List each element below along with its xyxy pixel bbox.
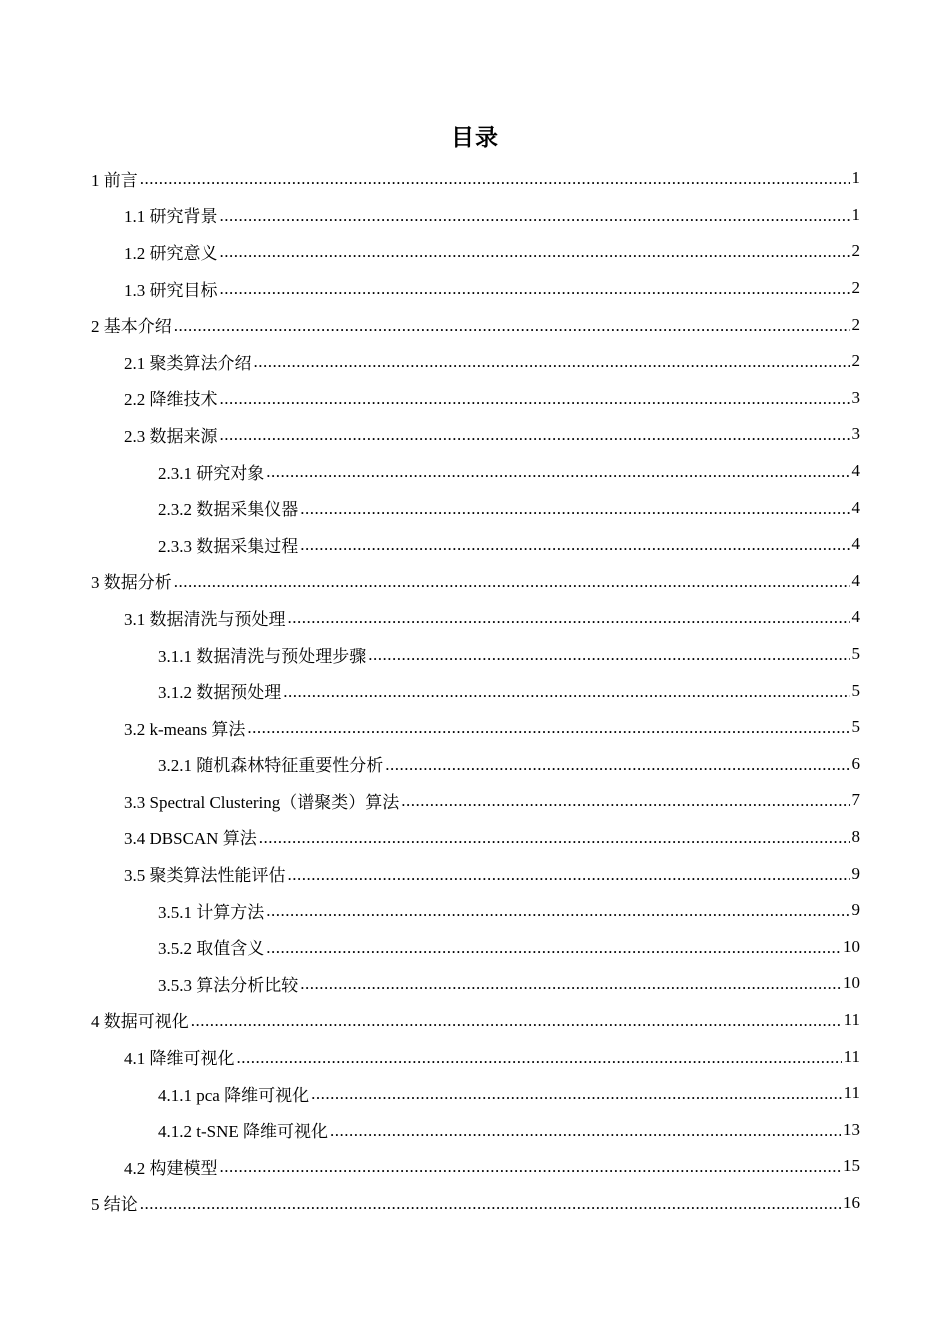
toc-entry-page-number: 9 bbox=[851, 900, 860, 920]
toc-dot-leader bbox=[220, 242, 850, 262]
toc-entry-page-number: 10 bbox=[843, 936, 860, 956]
toc-dot-leader bbox=[220, 279, 850, 299]
toc-entry[interactable] bbox=[91, 1185, 860, 1222]
toc-entry[interactable] bbox=[91, 306, 860, 343]
toc-entry-page-number: 2 bbox=[851, 241, 860, 261]
toc-entry-label: 3.3 Spectral Clustering（谱聚类）算法 bbox=[124, 792, 400, 812]
toc-entry-label: 4.1.1 pca 降维可视化 bbox=[158, 1085, 310, 1105]
toc-entry[interactable] bbox=[91, 599, 860, 636]
toc-dot-leader bbox=[140, 169, 850, 189]
toc-entry-page-number: 11 bbox=[843, 1046, 860, 1066]
toc-dot-leader bbox=[191, 1011, 842, 1031]
toc-dot-leader bbox=[401, 791, 849, 811]
toc-entry-label: 4.1.2 t-SNE 降维可视化 bbox=[158, 1122, 328, 1142]
toc-dot-leader bbox=[174, 316, 850, 336]
toc-entry-page-number: 11 bbox=[843, 1009, 860, 1029]
toc-dot-leader bbox=[140, 1194, 841, 1214]
toc-entry-page-number: 16 bbox=[843, 1192, 860, 1212]
toc-entry-label: 3.5 聚类算法性能评估 bbox=[124, 866, 286, 886]
toc-dot-leader bbox=[368, 645, 849, 665]
toc-dot-leader bbox=[220, 389, 850, 409]
toc-entry[interactable] bbox=[91, 1111, 860, 1148]
toc-entry[interactable] bbox=[91, 416, 860, 453]
toc-entry-page-number: 1 bbox=[851, 168, 860, 188]
toc-entry-label: 3 数据分析 bbox=[91, 573, 172, 593]
toc-entry[interactable] bbox=[91, 563, 860, 600]
toc-entry-label: 3.1 数据清洗与预处理 bbox=[124, 609, 286, 629]
toc-entry-label: 2.3.3 数据采集过程 bbox=[158, 536, 299, 556]
toc-entry[interactable] bbox=[91, 636, 860, 673]
toc-entry[interactable] bbox=[91, 1075, 860, 1112]
toc-entry-page-number: 11 bbox=[843, 1083, 860, 1103]
toc-entry[interactable] bbox=[91, 782, 860, 819]
toc-entry-page-number: 4 bbox=[851, 497, 860, 517]
toc-dot-leader bbox=[220, 206, 850, 226]
toc-entry-label: 3.5.1 计算方法 bbox=[158, 902, 265, 922]
toc-entry-label: 4 数据可视化 bbox=[91, 1012, 189, 1032]
toc-entry-label: 3.5.3 算法分析比较 bbox=[158, 975, 299, 995]
toc-entry[interactable] bbox=[91, 709, 860, 746]
toc-entry-label: 1.2 研究意义 bbox=[124, 243, 218, 263]
toc-dot-leader bbox=[220, 1157, 842, 1177]
toc-entry-page-number: 10 bbox=[843, 973, 860, 993]
toc-entry-label: 1.1 研究背景 bbox=[124, 207, 218, 227]
toc-entry-page-number: 2 bbox=[851, 351, 860, 371]
toc-entry[interactable] bbox=[91, 197, 860, 234]
toc-dot-leader bbox=[247, 718, 849, 738]
toc-entry-label: 3.5.2 取值含义 bbox=[158, 939, 265, 959]
toc-entry-label: 4.1 降维可视化 bbox=[124, 1049, 235, 1069]
toc-dot-leader bbox=[259, 828, 850, 848]
toc-entry[interactable] bbox=[91, 453, 860, 490]
toc-entry-page-number: 4 bbox=[851, 607, 860, 627]
toc-entry[interactable] bbox=[91, 343, 860, 380]
toc-entry[interactable] bbox=[91, 746, 860, 783]
toc-entry-page-number: 3 bbox=[851, 424, 860, 444]
toc-entry-page-number: 4 bbox=[851, 570, 860, 590]
toc-entry-page-number: 13 bbox=[843, 1119, 860, 1139]
toc-entry[interactable] bbox=[91, 160, 860, 197]
toc-dot-leader bbox=[300, 535, 849, 555]
toc-entry-label: 2.3 数据来源 bbox=[124, 426, 218, 446]
toc-entry-page-number: 1 bbox=[851, 204, 860, 224]
toc-entry-page-number: 4 bbox=[851, 534, 860, 554]
toc-entry-label: 4.2 构建模型 bbox=[124, 1158, 218, 1178]
toc-dot-leader bbox=[300, 499, 849, 519]
toc-entry-label: 5 结论 bbox=[91, 1195, 138, 1215]
toc-entry[interactable] bbox=[91, 1148, 860, 1185]
toc-entry[interactable] bbox=[91, 489, 860, 526]
toc-entry[interactable] bbox=[91, 928, 860, 965]
toc-dot-leader bbox=[266, 462, 849, 482]
toc-entry-label: 3.2.1 随机森林特征重要性分析 bbox=[158, 756, 384, 776]
toc-dot-leader bbox=[254, 352, 850, 372]
toc-entry[interactable] bbox=[91, 233, 860, 270]
toc-entry-label: 3.2 k-means 算法 bbox=[124, 719, 246, 739]
toc-entry[interactable] bbox=[91, 270, 860, 307]
toc-dot-leader bbox=[288, 608, 850, 628]
toc-entry[interactable] bbox=[91, 526, 860, 563]
toc-entry[interactable] bbox=[91, 380, 860, 417]
toc-entry-page-number: 6 bbox=[851, 753, 860, 773]
toc-entry-page-number: 8 bbox=[851, 826, 860, 846]
toc-entry-page-number: 5 bbox=[851, 717, 860, 737]
toc-entry-label: 1.3 研究目标 bbox=[124, 280, 218, 300]
toc-entry-label: 2.3.2 数据采集仪器 bbox=[158, 500, 299, 520]
toc-entry-page-number: 2 bbox=[851, 278, 860, 298]
toc-dot-leader bbox=[174, 572, 850, 592]
toc-dot-leader bbox=[330, 1121, 841, 1141]
toc-title: 目录 bbox=[451, 125, 499, 151]
toc-entry[interactable] bbox=[91, 855, 860, 892]
toc-dot-leader bbox=[283, 682, 849, 702]
toc-entry-page-number: 5 bbox=[851, 680, 860, 700]
toc-entry-page-number: 3 bbox=[851, 387, 860, 407]
toc-entry-page-number: 4 bbox=[851, 461, 860, 481]
toc-entry-page-number: 7 bbox=[851, 790, 860, 810]
toc-entry[interactable] bbox=[91, 672, 860, 709]
toc-dot-leader bbox=[266, 938, 841, 958]
toc-entry-label: 2 基本介绍 bbox=[91, 317, 172, 337]
toc-entry-page-number: 2 bbox=[851, 314, 860, 334]
toc-entry[interactable] bbox=[91, 819, 860, 856]
toc-entry-label: 2.3.1 研究对象 bbox=[158, 463, 265, 483]
toc-entry-label: 1 前言 bbox=[91, 170, 138, 190]
toc-entry[interactable] bbox=[91, 892, 860, 929]
toc-entry-label: 3.1.2 数据预处理 bbox=[158, 683, 282, 703]
toc-dot-leader bbox=[311, 1084, 842, 1104]
toc-entry-page-number: 9 bbox=[851, 863, 860, 883]
toc-dot-leader bbox=[220, 425, 850, 445]
toc-entry[interactable] bbox=[91, 965, 860, 1002]
toc-entry[interactable] bbox=[91, 1002, 860, 1039]
toc-dot-leader bbox=[385, 755, 849, 775]
toc-dot-leader bbox=[288, 865, 850, 885]
toc-entry-label: 2.2 降维技术 bbox=[124, 390, 218, 410]
toc-entry[interactable] bbox=[91, 1038, 860, 1075]
toc-entry-page-number: 5 bbox=[851, 644, 860, 664]
toc-entry-label: 2.1 聚类算法介绍 bbox=[124, 353, 252, 373]
toc-entry-page-number: 15 bbox=[843, 1156, 860, 1176]
toc-entry-label: 3.4 DBSCAN 算法 bbox=[124, 829, 257, 849]
toc-dot-leader bbox=[266, 901, 849, 921]
toc-entry-label: 3.1.1 数据清洗与预处理步骤 bbox=[158, 646, 367, 666]
toc-dot-leader bbox=[300, 974, 841, 994]
toc-list bbox=[91, 160, 860, 1221]
toc-dot-leader bbox=[237, 1048, 842, 1068]
